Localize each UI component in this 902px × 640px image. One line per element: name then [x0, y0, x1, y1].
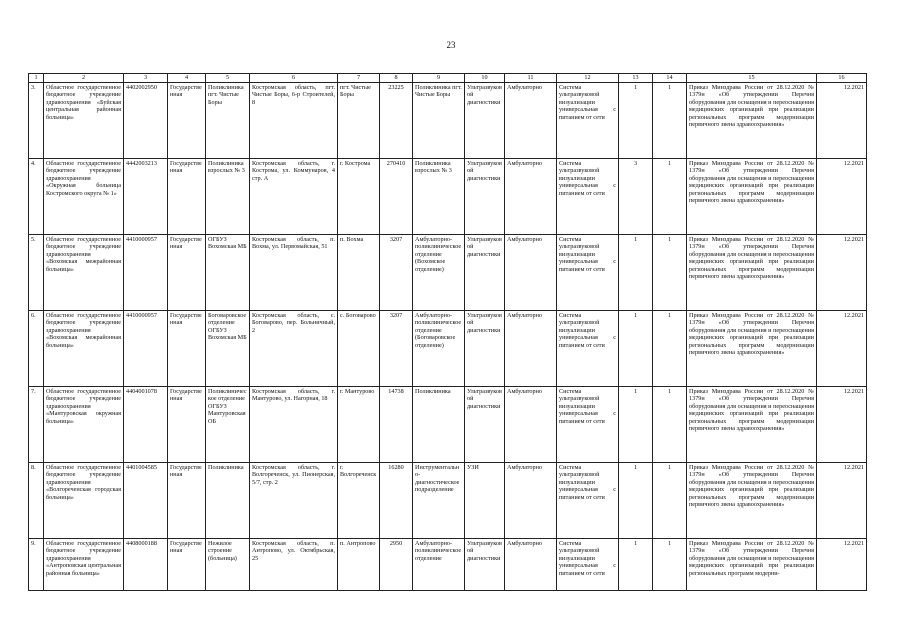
- care-conditions: Амбулаторно: [505, 538, 557, 590]
- organization-name: Областное государственное бюджетное учреждение здравоохранения «Мантуровская окружная больница»: [44, 386, 124, 462]
- structural-unit: Поликлиника взрослых № 3: [206, 158, 250, 234]
- equipment-name: Система ультразвуковой визуализации универсальная с питанием от сети: [557, 386, 619, 462]
- division-cell: Амбулаторно-поликлиническое отделение: [413, 538, 465, 590]
- inn-cell: 4410000957: [124, 310, 168, 386]
- inn-cell: 4402002950: [124, 82, 168, 158]
- column-number-cell: 13: [619, 74, 653, 83]
- division-cell: Поликлиника: [413, 386, 465, 462]
- legal-basis: Приказ Минздрава России от 28.12.2020 № 1379н «Об утверждении Перечня оборудования для оснащения и переоснащения медицинских организаций при реализации региональных программ модернизации первичного звена здравоохранения»: [687, 310, 817, 386]
- deadline-cell: 12.2021: [817, 386, 867, 462]
- ownership-form: Государственная: [168, 386, 206, 462]
- address-cell: Костромская область, п. Вохма, ул. Первомайская, 51: [250, 234, 338, 310]
- population-cell: 3207: [380, 310, 413, 386]
- legal-basis: Приказ Минздрава России от 28.12.2020 № 1379н «Об утверждении Перечня оборудования для оснащения и переоснащения медицинских организаций при реализации региональных программ модернизации первичного звена здравоохранения»: [687, 158, 817, 234]
- row-number: 8.: [29, 462, 44, 538]
- care-conditions: Амбулаторно: [505, 82, 557, 158]
- quantity-cell: 1: [653, 234, 687, 310]
- equipment-profile: Ультразвуковой диагностики: [465, 82, 505, 158]
- column-number-cell: 9: [413, 74, 465, 83]
- population-cell: 14738: [380, 386, 413, 462]
- table-row: [29, 462, 867, 538]
- structural-unit: ОГБУЗ Вохомская МБ: [206, 234, 250, 310]
- deadline-cell: 12.2021: [817, 234, 867, 310]
- column-number-row: [29, 74, 867, 83]
- structural-unit: Нежилое строение (больница): [206, 538, 250, 590]
- deadline-cell: 12.2021: [817, 158, 867, 234]
- quantity-cell: 1: [653, 310, 687, 386]
- column-number-cell: 14: [653, 74, 687, 83]
- inn-cell: 4442003213: [124, 158, 168, 234]
- equipment-profile: Ультразвуковой диагностики: [465, 310, 505, 386]
- quantity-cell: 1: [619, 462, 653, 538]
- organization-name: Областное государственное бюджетное учреждение здравоохранения «Вохомская межрайонная больница»: [44, 234, 124, 310]
- table-row: [29, 538, 867, 590]
- legal-basis: Приказ Минздрава России от 28.12.2020 № 1379н «Об утверждении Перечня оборудования для оснащения и переоснащения медицинских организаций при реализации региональных программ модернизации первичного звена здравоохранения»: [687, 82, 817, 158]
- table-row: [29, 386, 867, 462]
- care-conditions: Амбулаторно: [505, 234, 557, 310]
- address-cell: Костромская область, пгт. Чистые Боры, 6-р Строителей, 8: [250, 82, 338, 158]
- division-cell: Поликлиника взрослых № 3: [413, 158, 465, 234]
- ownership-form: Государственная: [168, 310, 206, 386]
- equipment-name: Система ультразвуковой визуализации универсальная с питанием от сети: [557, 462, 619, 538]
- table-row: [29, 158, 867, 234]
- address-cell: Костромская область, г. Волгореченск, ул. Пионерская, 5/7, стр. 2: [250, 462, 338, 538]
- legal-basis: Приказ Минздрава России от 28.12.2020 № 1379н «Об утверждении Перечня оборудования для оснащения и переоснащения медицинских организаций при реализации региональных программ модерни-: [687, 538, 817, 590]
- locality-cell: г. Волгореченск: [338, 462, 380, 538]
- inn-cell: 4410000957: [124, 234, 168, 310]
- population-cell: 16280: [380, 462, 413, 538]
- column-number-cell: 12: [557, 74, 619, 83]
- column-number-cell: 15: [687, 74, 817, 83]
- quantity-cell: 1: [653, 386, 687, 462]
- quantity-cell: 1: [653, 82, 687, 158]
- care-conditions: Амбулаторно: [505, 386, 557, 462]
- locality-cell: пгт. Чистые Боры: [338, 82, 380, 158]
- quantity-cell: 1: [653, 158, 687, 234]
- care-conditions: Амбулаторно: [505, 158, 557, 234]
- address-cell: Костромская область, г. Мантурово, ул. Нагорная, 18: [250, 386, 338, 462]
- row-number: 3.: [29, 82, 44, 158]
- structural-unit: Поликлиническое отделение ОГБУЗ Мантуровская ОБ: [206, 386, 250, 462]
- division-cell: Инструментально-диагностическое подразделение: [413, 462, 465, 538]
- quantity-cell: 1: [619, 538, 653, 590]
- inn-cell: 4404001078: [124, 386, 168, 462]
- population-cell: 2950: [380, 538, 413, 590]
- equipment-name: Система ультразвуковой визуализации универсальная с питанием от сети: [557, 310, 619, 386]
- page-number: 23: [446, 40, 456, 50]
- locality-cell: с. Боговарово: [338, 310, 380, 386]
- equipment-name: Система ультразвуковой визуализации универсальная с питанием от сети: [557, 538, 619, 590]
- address-cell: Костромская область, с. Боговарово, пер. Больничный, 2: [250, 310, 338, 386]
- legal-basis: Приказ Минздрава России от 28.12.2020 № 1379н «Об утверждении Перечня оборудования для оснащения и переоснащения медицинских организаций при реализации региональных программ модернизации первичного звена здравоохранения»: [687, 462, 817, 538]
- column-number-cell: 8: [380, 74, 413, 83]
- organization-name: Областное государственное бюджетное учреждение здравоохранения «Буйская центральная районная больница»: [44, 82, 124, 158]
- table-body: [29, 74, 867, 591]
- quantity-cell: 1: [619, 386, 653, 462]
- inn-cell: 4408000188: [124, 538, 168, 590]
- division-cell: Амбулаторно-поликлиническое отделение (Боговаровское отделение): [413, 310, 465, 386]
- structural-unit: Поликлиника пгт. Чистые Боры: [206, 82, 250, 158]
- population-cell: 270410: [380, 158, 413, 234]
- deadline-cell: 12.2021: [817, 82, 867, 158]
- equipment-profile: Ультразвуковой диагностики: [465, 234, 505, 310]
- table-row: [29, 234, 867, 310]
- quantity-cell: 1: [619, 234, 653, 310]
- equipment-profile: Ультразвуковой диагностики: [465, 158, 505, 234]
- ownership-form: Государственная: [168, 462, 206, 538]
- organization-name: Областное государственное бюджетное учреждение здравоохранения «Окружная больница Костромского округа № 1»: [44, 158, 124, 234]
- equipment-name: Система ультразвуковой визуализации универсальная с питанием от сети: [557, 82, 619, 158]
- row-number: 5.: [29, 234, 44, 310]
- column-number-cell: 11: [505, 74, 557, 83]
- ownership-form: Государственная: [168, 158, 206, 234]
- quantity-cell: 1: [619, 82, 653, 158]
- column-number-cell: 2: [44, 74, 124, 83]
- quantity-cell: 1: [653, 462, 687, 538]
- care-conditions: Амбулаторно: [505, 310, 557, 386]
- equipment-profile: Ультразвуковой диагностики: [465, 386, 505, 462]
- population-cell: 3207: [380, 234, 413, 310]
- quantity-cell: 3: [619, 158, 653, 234]
- inn-cell: 4401004585: [124, 462, 168, 538]
- quantity-cell: 1: [653, 538, 687, 590]
- structural-unit: Поликлиника: [206, 462, 250, 538]
- row-number: 4.: [29, 158, 44, 234]
- legal-basis: Приказ Минздрава России от 28.12.2020 № 1379н «Об утверждении Перечня оборудования для оснащения и переоснащения медицинских организаций при реализации региональных программ модернизации первичного звена здравоохранения»: [687, 386, 817, 462]
- population-cell: 23225: [380, 82, 413, 158]
- column-number-cell: 3: [124, 74, 168, 83]
- table-row: [29, 310, 867, 386]
- ownership-form: Государственная: [168, 82, 206, 158]
- locality-cell: п. Вохма: [338, 234, 380, 310]
- ownership-form: Государственная: [168, 538, 206, 590]
- division-cell: Поликлиника пгт. Чистые Боры: [413, 82, 465, 158]
- organization-name: Областное государственное бюджетное учреждение здравоохранения «Вохомская межрайонная больница»: [44, 310, 124, 386]
- deadline-cell: 12.2021: [817, 462, 867, 538]
- column-number-cell: 5: [206, 74, 250, 83]
- address-cell: Костромская область, п. Антропово, ул. Октябрьская, 25: [250, 538, 338, 590]
- deadline-cell: 12.2021: [817, 538, 867, 590]
- division-cell: Амбулаторно-поликлиническое отделение (Вохомское отделение): [413, 234, 465, 310]
- locality-cell: п. Антропово: [338, 538, 380, 590]
- locality-cell: г. Кострома: [338, 158, 380, 234]
- locality-cell: г. Мантурово: [338, 386, 380, 462]
- legal-basis: Приказ Минздрава России от 28.12.2020 № 1379н «Об утверждении Перечня оборудования для оснащения и переоснащения медицинских организаций при реализации региональных программ модернизации первичного звена здравоохранения»: [687, 234, 817, 310]
- equipment-name: Система ультразвуковой визуализации универсальная с питанием от сети: [557, 234, 619, 310]
- column-number-cell: 10: [465, 74, 505, 83]
- row-number: 7.: [29, 386, 44, 462]
- column-number-cell: 1: [29, 74, 44, 83]
- row-number: 9.: [29, 538, 44, 590]
- ownership-form: Государственная: [168, 234, 206, 310]
- row-number: 6.: [29, 310, 44, 386]
- organization-name: Областное государственное бюджетное учреждение здравоохранения «Антроповская центральная районная больница»: [44, 538, 124, 590]
- deadline-cell: 12.2021: [817, 310, 867, 386]
- column-number-cell: 4: [168, 74, 206, 83]
- care-conditions: Амбулаторно: [505, 462, 557, 538]
- quantity-cell: 1: [619, 310, 653, 386]
- address-cell: Костромская область, г. Кострома, ул. Коммунаров, 4 стр. А: [250, 158, 338, 234]
- structural-unit: Боговаровское отделение ОГБУЗ Вохомская МБ: [206, 310, 250, 386]
- equipment-registry-table: [28, 73, 867, 591]
- equipment-profile: Ультразвуковой диагностики: [465, 538, 505, 590]
- column-number-cell: 6: [250, 74, 338, 83]
- column-number-cell: 16: [817, 74, 867, 83]
- table-row: [29, 82, 867, 158]
- organization-name: Областное государственное бюджетное учреждение здравоохранения «Волгореченская городская больница»: [44, 462, 124, 538]
- equipment-profile: УЗИ: [465, 462, 505, 538]
- column-number-cell: 7: [338, 74, 380, 83]
- equipment-name: Система ультразвуковой визуализации универсальная с питанием от сети: [557, 158, 619, 234]
